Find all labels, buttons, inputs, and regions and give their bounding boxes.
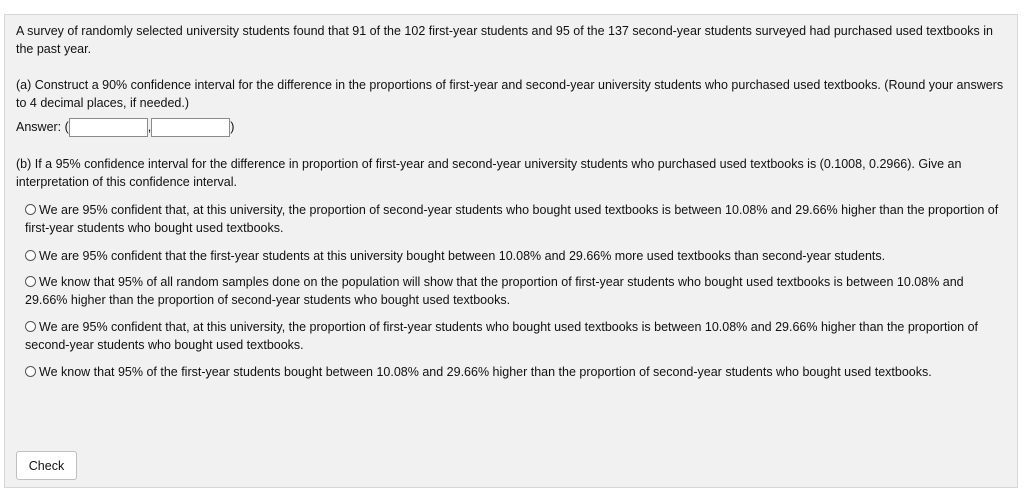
answer-row [16,117,234,137]
radio-button-icon[interactable] [25,366,36,377]
radio-button-icon[interactable] [25,276,36,287]
answer-label: Answer: ( [16,120,69,134]
option-1-text: We are 95% confident that, at this university, the proportion of second-year students who bought used textbooks is between 10.08% and 29.66% higher than the proportion of first-year students who bought used textbooks. [25,203,999,235]
option-3[interactable] [25,273,1000,309]
option-2-text: We are 95% confident that the first-year students at this university bought between 10.08% and 29.66% more used textbooks than second-year students. [39,249,886,263]
radio-button-icon[interactable] [25,204,36,215]
option-4[interactable] [25,318,1000,354]
check-button[interactable]: Check [16,451,77,480]
radio-button-icon[interactable] [25,250,36,261]
part-a-prompt: (a) Construct a 90% confidence interval for the difference in the proportions of first-year and second-year university students who purchased used textbooks. (Round your answers to 4 decimal places, if needed.) [16,78,1004,110]
question-panel [4,14,1018,488]
upper-bound-input[interactable] [151,118,230,137]
radio-button-icon[interactable] [25,321,36,332]
option-5-text: We know that 95% of the first-year students bought between 10.08% and 29.66% higher than the proportion of second-year students who bought used textbooks. [39,365,932,379]
option-4-text: We are 95% confident that, at this university, the proportion of first-year students who bought used textbooks is between 10.08% and 29.66% higher than the proportion of second-year students who bought used textbooks. [25,320,979,352]
option-5[interactable] [25,363,1000,381]
part-b-prompt: (b) If a 95% confidence interval for the difference in proportion of first-year and second-year university students who purchased used textbooks is (0.1008, 0.2966). Give an interpretation of this confidence interval. [16,157,962,189]
option-3-text: We know that 95% of all random samples done on the population will show that the proportion of first-year students who bought used textbooks is between 10.08% and 29.66% higher than the proportion of second-year students who bought used textbooks. [25,275,964,307]
lower-bound-input[interactable] [69,118,148,137]
answer-close-paren: ) [230,120,235,134]
question-intro: A survey of randomly selected university students found that 91 of the 102 first-year students and 95 of the 137 second-year students surveyed had purchased used textbooks in the past year. [16,24,993,56]
answer-separator: , [147,120,152,134]
option-2[interactable] [25,247,1000,265]
option-1[interactable] [25,201,1000,237]
